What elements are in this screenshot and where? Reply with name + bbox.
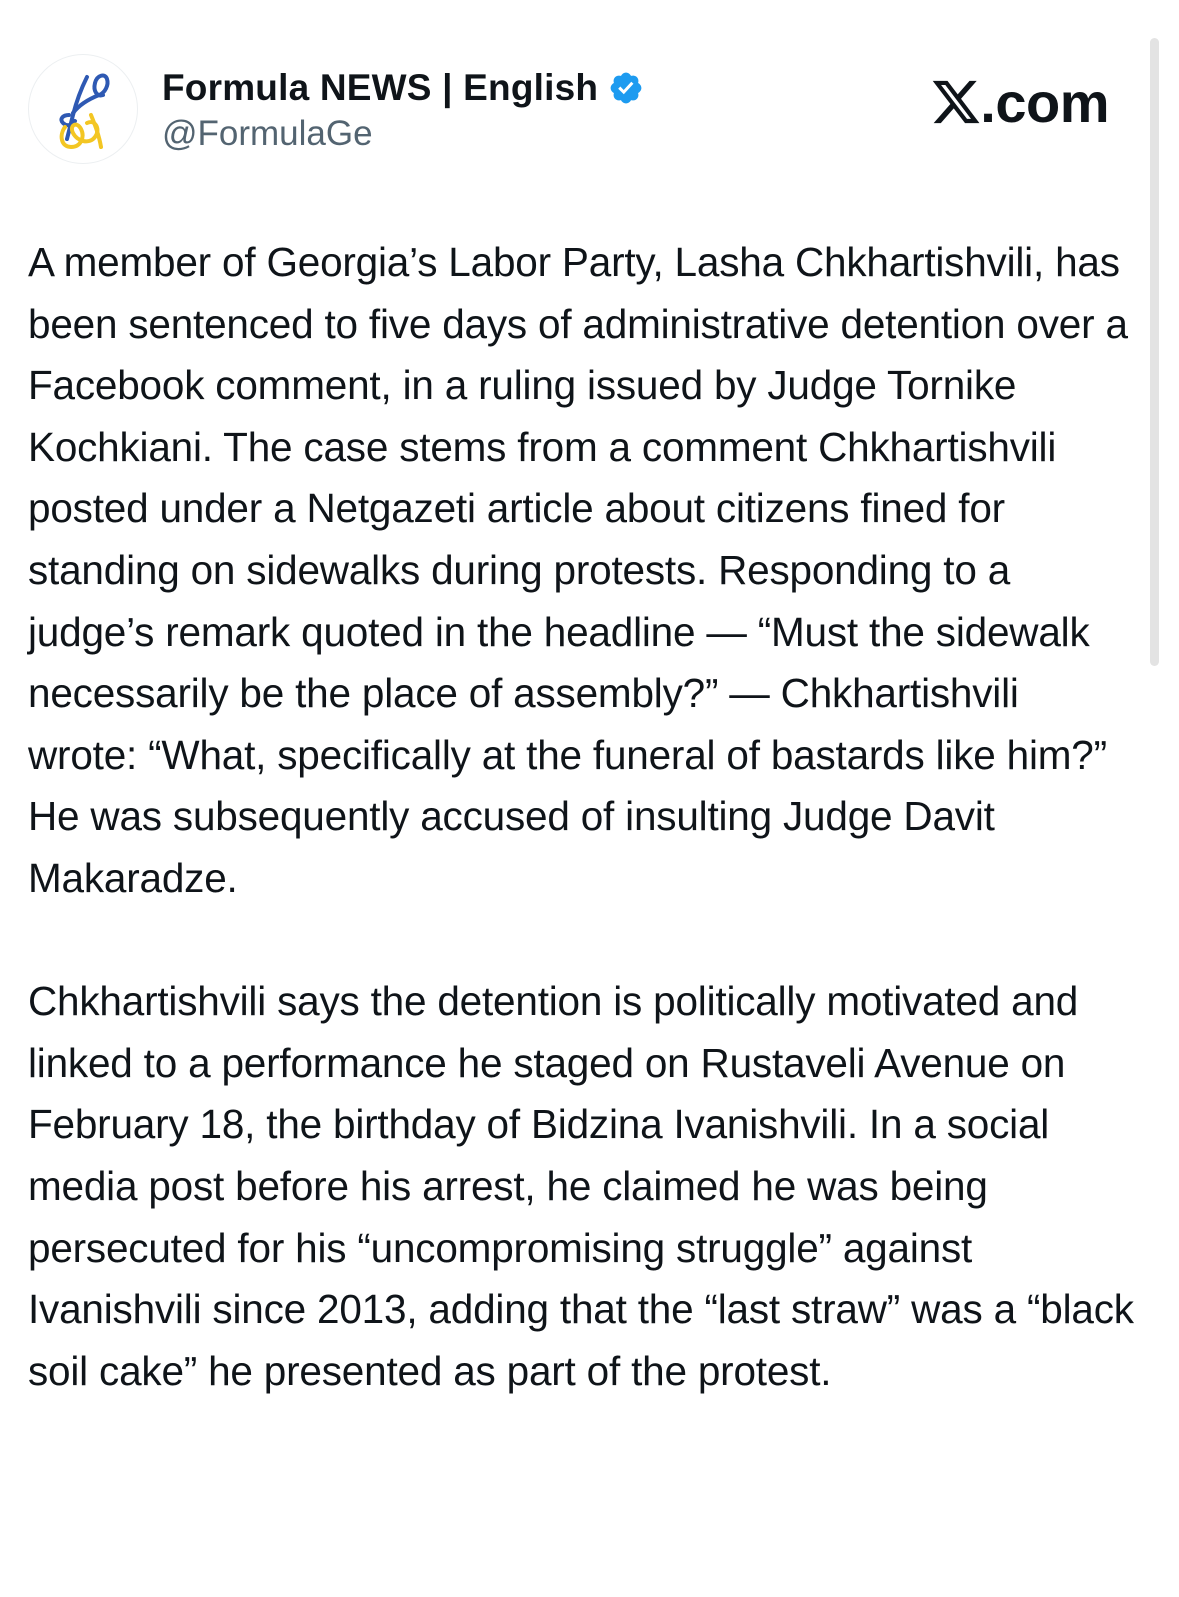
author-handle[interactable]: @FormulaGe xyxy=(162,114,373,153)
tweet-paragraph: A member of Georgia’s Labor Party, Lasha Chkhartishvili, has been sentenced to five days of administrative detention over a Facebook comment, in a ruling issued by Judge Tornike Kochkiani. The case stems from a comment Chkhartishvili posted under a Netgazeti article about citizens fined for standing on sidewalks during protests. Responding to a judge’s remark quoted in the headline — “Must the sidewalk necessarily be the place of assembly?” — Chkhartishvili wrote: “What, specifically at the funeral of bastards like him?” He was subsequently accused of insulting Judge Davit Makaradze. xyxy=(28,239,1128,901)
tweet-paragraph: Chkhartishvili says the detention is politically motivated and linked to a performance he staged on Rustaveli Avenue on February 18, the birthday of Bidzina Ivanishvili. In a social media post before his arrest, he claimed he was being persecuted for his “uncompromising struggle” against Ivanishvili since 2013, adding that the “last straw” was a “black soil cake” he presented as part of the protest. xyxy=(28,978,1134,1394)
author-identity xyxy=(162,66,644,154)
verified-badge-icon xyxy=(608,70,644,106)
tweet-text xyxy=(28,232,1138,1402)
author-display-name[interactable]: Formula NEWS | English xyxy=(162,67,599,108)
display-name-row xyxy=(162,66,644,110)
x-logo-icon xyxy=(930,76,982,128)
brand-domain: .com xyxy=(980,70,1109,134)
formula-logo-icon xyxy=(29,55,138,164)
scrollbar[interactable] xyxy=(1150,38,1159,666)
author-avatar[interactable] xyxy=(28,54,138,164)
x-brand-mark xyxy=(930,72,1109,132)
